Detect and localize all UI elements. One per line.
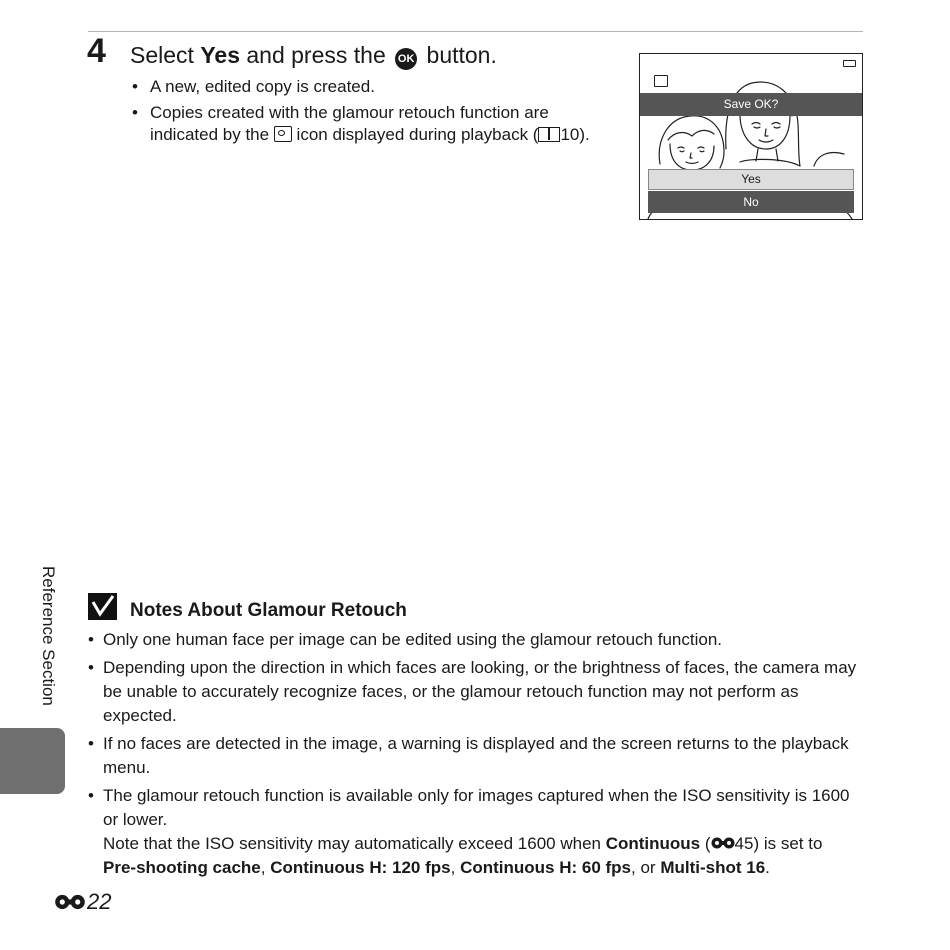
- option-yes[interactable]: Yes: [648, 169, 854, 190]
- list-item: • Copies created with the glamour retouch function are indicated by the icon displayed during playback ( 10).: [130, 102, 600, 147]
- reference-section-icon: [711, 836, 735, 850]
- save-prompt: Save OK?: [640, 93, 862, 116]
- caution-check-icon: [88, 593, 117, 620]
- section-tab: [0, 728, 65, 794]
- list-item: • Only one human face per image can be edited using the glamour retouch function.: [88, 628, 863, 652]
- camera-screen: [639, 53, 863, 220]
- step-heading: Select Yes and press the OK button.: [130, 42, 497, 68]
- notes-title: Notes About Glamour Retouch: [130, 600, 407, 621]
- glamour-retouch-icon: [654, 75, 668, 87]
- notes-list: [88, 628, 863, 884]
- reference-section-icon: [53, 893, 87, 911]
- top-rule: [88, 31, 863, 32]
- battery-icon: [843, 60, 856, 67]
- list-item: • The glamour retouch function is available only for images captured when the ISO sensitivity is 1600 or lower. Note that the ISO sensitivity may automatically exceed 1600 when Continuous ( 45) is set to Pre-shooting cache, Continuous H: 120 fps, Continuous H: 60 fps, or Multi-shot 16.: [88, 784, 863, 880]
- step-number: 4: [87, 32, 106, 70]
- glamour-retouch-icon: [274, 126, 292, 142]
- list-item: • If no faces are detected in the image, a warning is displayed and the screen returns to the playback menu.: [88, 732, 863, 780]
- list-item: • Depending upon the direction in which faces are looking, or the brightness of faces, the camera may be unable to accurately recognize faces, or the glamour retouch function may not perform as expected.: [88, 656, 863, 728]
- option-no[interactable]: No: [648, 191, 854, 213]
- ok-button-icon: OK: [395, 48, 417, 70]
- step-bullets: [130, 76, 600, 150]
- section-label: Reference Section: [39, 566, 58, 706]
- list-item: • A new, edited copy is created.: [130, 76, 600, 99]
- page-number: 22: [53, 888, 111, 916]
- reference-book-icon: [538, 127, 560, 142]
